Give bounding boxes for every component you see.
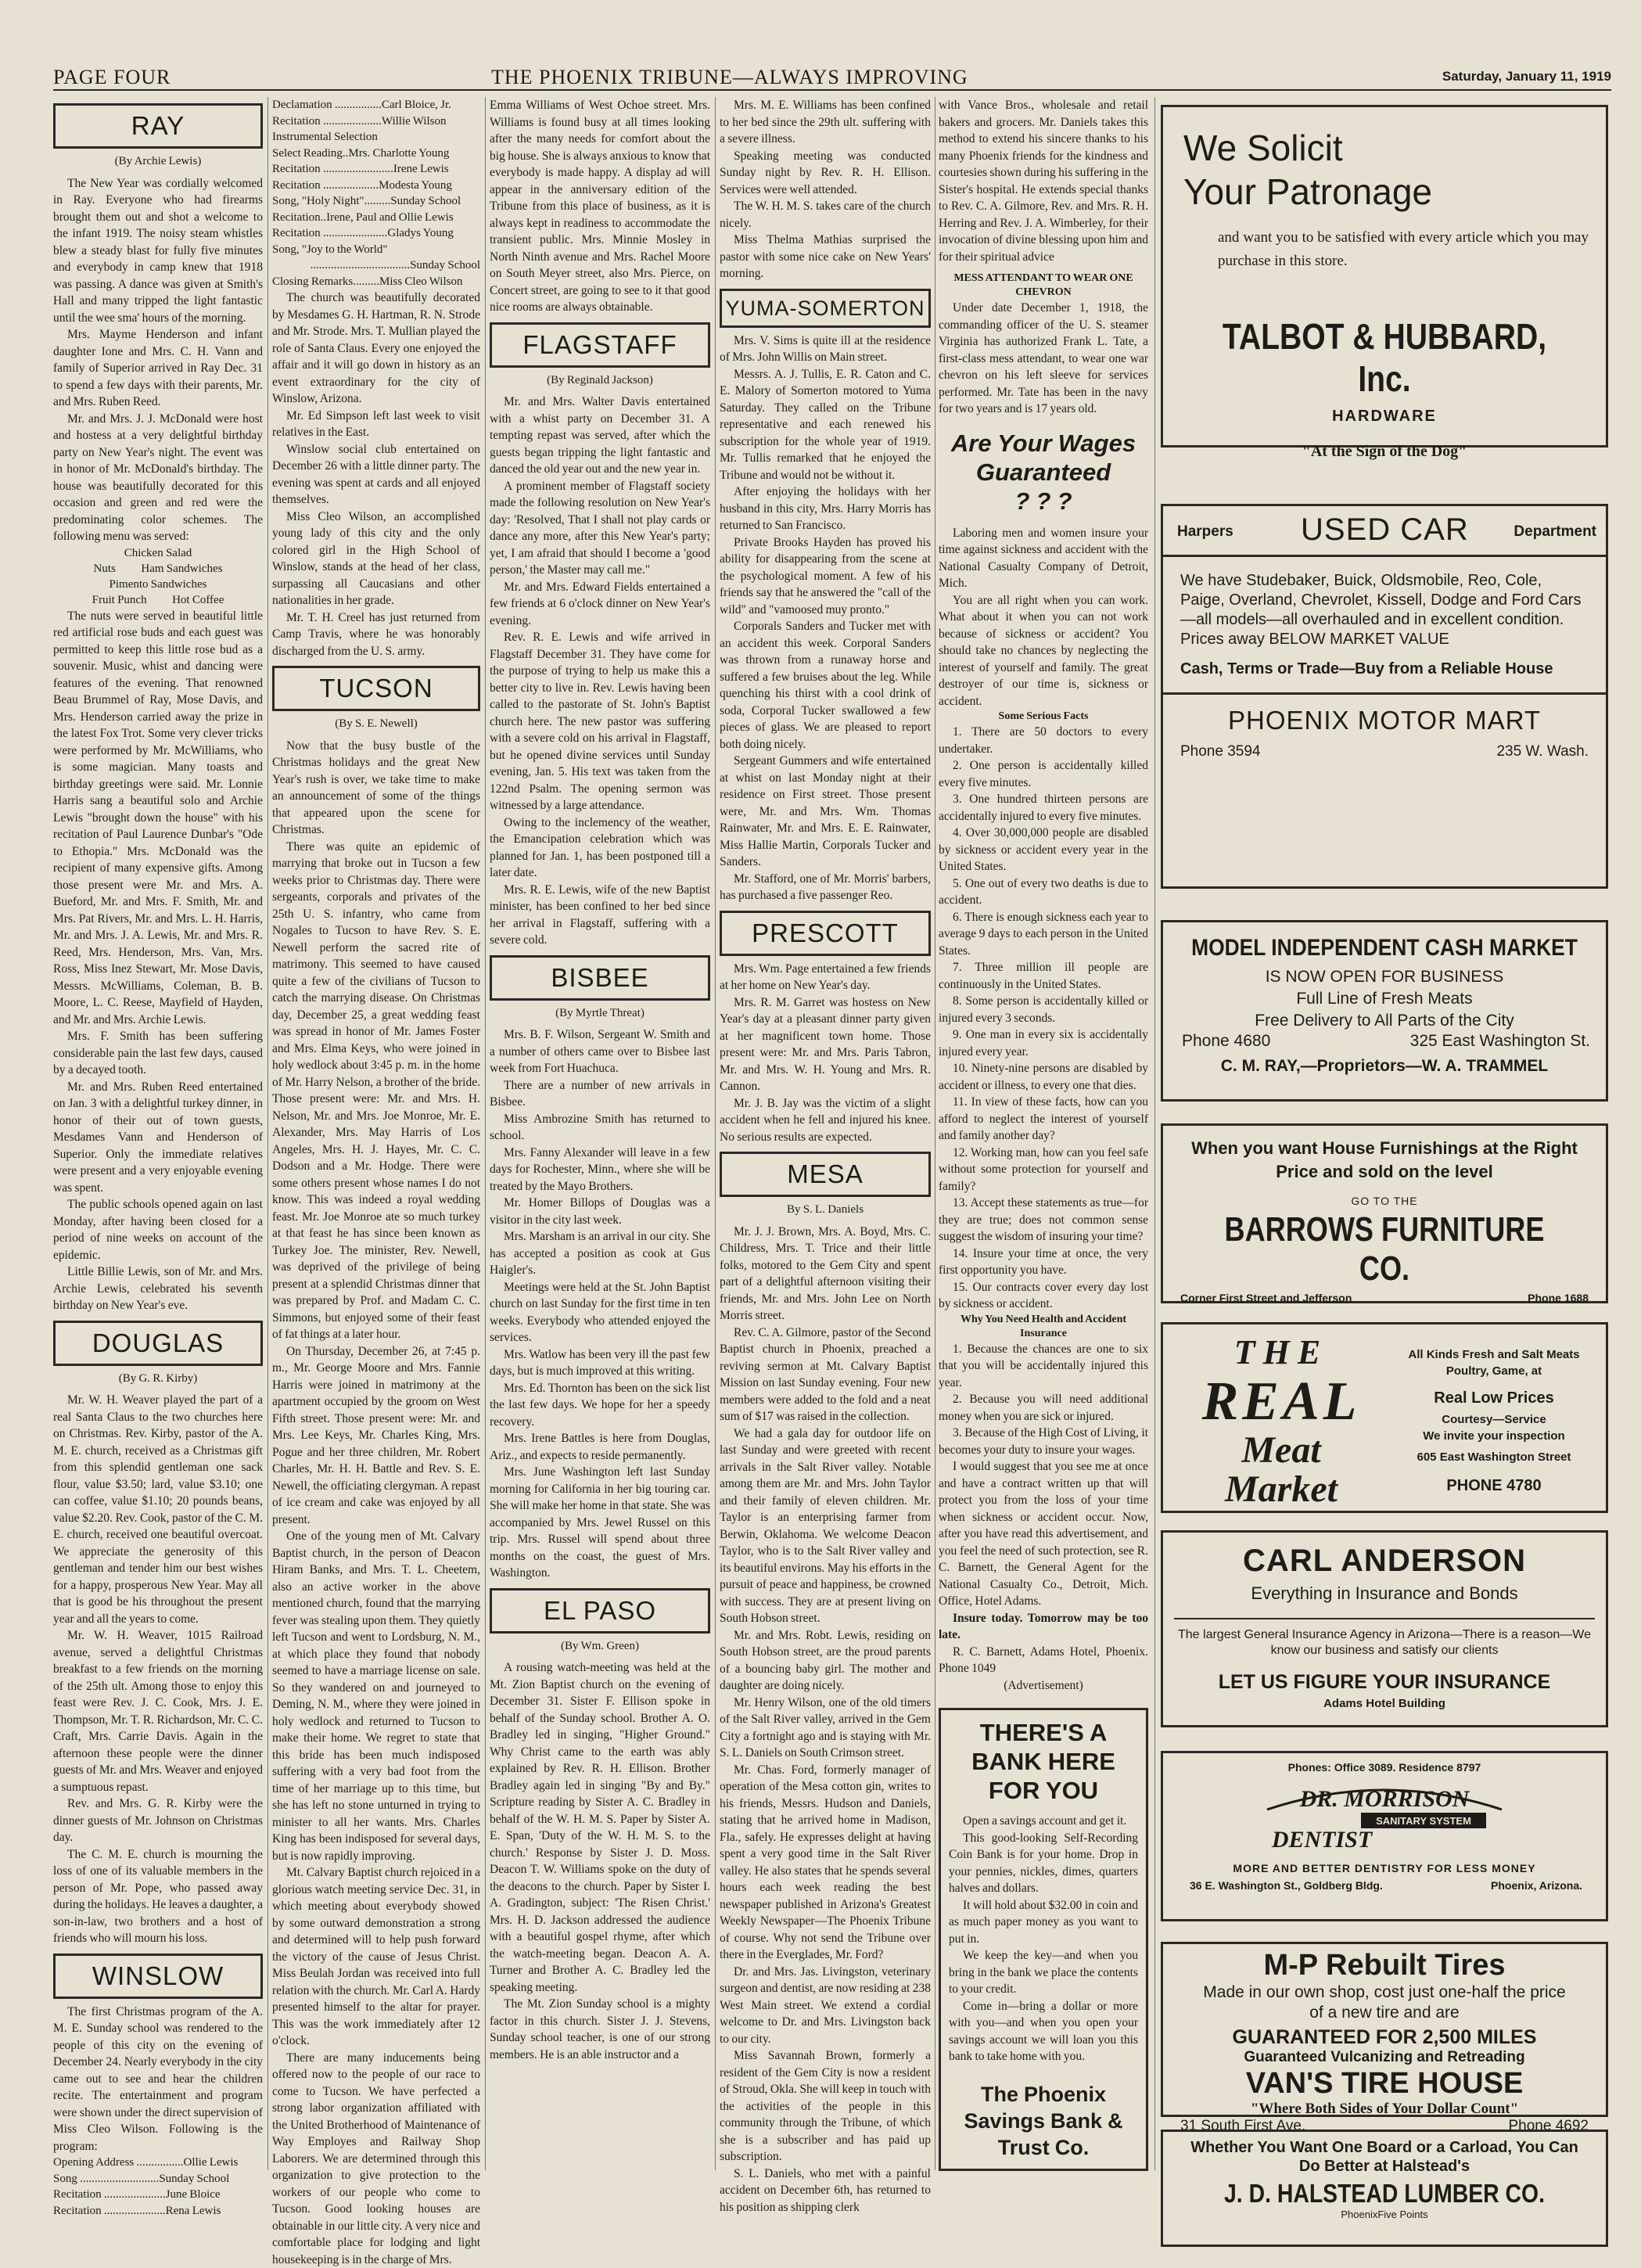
article-paragraph: Mrs. Fanny Alexander will leave in a few days for Rochester, Minn., where she will be treated by the Mayo Brothers. — [490, 1145, 710, 1195]
solicit-subtext: and want you to be satisfied with every article which you may purchase in this store. — [1218, 226, 1589, 273]
menu-item: Pimento Sandwiches — [53, 577, 263, 592]
carl-building: Adams Hotel Building — [1163, 1697, 1606, 1710]
article-paragraph: Under date December 1, 1918, the commanding officer of the U. S. steamer Virginia has authorized Frank L. Tate, a first-class mess attendant, to wear one war chevron on his left sleeve for services performed. Mr. Tate has been in the navy for two years and is 17 years old. — [939, 300, 1148, 418]
fact-item: 7. Three million ill people are continuously in the United States. — [939, 959, 1148, 993]
mp-vulcanizing: Guaranteed Vulcanizing and Retreading — [1163, 2049, 1606, 2066]
article-paragraph: There are a number of new arrivals in Bisbee. — [490, 1077, 710, 1111]
mp-title: M-P Rebuilt Tires — [1163, 1949, 1606, 1982]
article-paragraph: R. C. Barnett, Adams Hotel, Phoenix. Phone 1049 — [939, 1644, 1148, 1677]
program-item: Recitation .....................June Bloice — [53, 2187, 263, 2203]
used-car-title: USED CAR — [1301, 512, 1469, 548]
halstead-footer: PhoenixFive Points — [1163, 2209, 1606, 2220]
article-paragraph: Mrs. M. E. Williams has been confined to her bed since the 29th ult. suffering with a severe illness. — [720, 97, 931, 148]
used-car-body: We have Studebaker, Buick, Oldsmobile, Reo, Cole, Paige, Overland, Chevrolet, Kissell, Dodge and Ford Cars—all models—all overhauled and in excellent condition. Prices away BELOW MARKET VALUE — [1163, 557, 1606, 649]
program-list-continued — [272, 97, 480, 289]
article-paragraph: Miss Cleo Wilson, an accomplished young lady of this city and the only colored girl in the High School of Winslow, stands at the head of her class, surpassing all Caucasians and other nationalities in her grade. — [272, 509, 480, 609]
article-paragraph: Mrs. R. E. Lewis, wife of the new Baptist minister, has been confined to her bed since her arrival in Flagstaff, suffering with a severe cold. — [490, 882, 710, 949]
carl-name: CARL ANDERSON — [1163, 1544, 1606, 1579]
article-paragraph: Emma Williams of West Ochoe street. Mrs. Williams is found busy at all times looking after the many needs for comfort about the big house. She is always anxious to know that everybody is made happy. A display ad will appear in the anniversary edition of the Tribune from this place of business, as it is always kept in readiness to accommodate the transient public. Mrs. Minnie Mosley in North Ninth avenue and Mrs. Rachel Moore on South Meyer street, also Mrs. Pierce, on Concert street, are going to see to it that good nice rooms are always obtainable. — [490, 97, 710, 316]
halstead-name: J. D. HALSTEAD LUMBER CO. — [1194, 2179, 1575, 2209]
tucson-byline: (By S. E. Newell) — [272, 716, 480, 733]
article-paragraph: There are many inducements being offered now to the people of our race to come to Tucson. We have perfected a strong labor organization affiliated with the United Brotherhood of Maintenance of Way Employes and Railway Shop Laborers. We are determined through this organization to give protection to the workers of our people who come to Tucson. Good looking houses are obtainable in our little city. A very nice and comfortable place for lodging and light housekeeping is in the charge of Mrs. — [272, 2050, 480, 2268]
article-paragraph: Sergeant Gummers and wife entertained at whist on last Monday night at their residence on First street. Those present were, Mr. and Mrs. Wm. Thomas Rainwater, Mr. and Mrs. E. E. Rainwater, Miss Hallie Martin, Corporals Tucker and Sanders. — [720, 753, 931, 871]
barrows-line: Price and sold on the level — [1163, 1160, 1606, 1184]
talbot-tagline: "At the Sign of the Dog" — [1163, 443, 1606, 461]
used-car-terms: Cash, Terms or Trade—Buy from a Reliable House — [1163, 649, 1606, 678]
article-paragraph: Mrs. Marsham is an arrival in our city. She has accepted a position as cook at Gus Haigler's. — [490, 1228, 710, 1279]
article-paragraph: Rev. C. A. Gilmore, pastor of the Second Baptist church in Phoenix, preached a reviving sermon at Mt. Calvary Baptist Mission on last Sunday evening. Four new members were added to the fold and a neat sum of $17 was raised in the collection. — [720, 1324, 931, 1425]
used-car-header — [1163, 506, 1606, 557]
article-paragraph: Messrs. A. J. Tullis, E. R. Caton and C. E. Malory of Somerton motored to Yuma Saturday. They called on the Tribune representative and each renewed his subscription for the whole year of 1919. Mr. Tullis remarked that he enjoyed the Tribune and would not be without it. — [720, 366, 931, 484]
used-car-right: Department — [1514, 523, 1596, 541]
morrison-phones: Phones: Office 3089. Residence 8797 — [1163, 1761, 1606, 1774]
vans-address: 31 South First Ave. — [1180, 2118, 1305, 2135]
morrison-logo — [1251, 1778, 1517, 1853]
real-meat-phone: PHONE 4780 — [1384, 1478, 1604, 1494]
article-paragraph: Mrs. Ed. Thornton has been on the sick list the last few days. We hope for her a speedy recovery. — [490, 1380, 710, 1431]
model-market-phone: Phone 4680 — [1182, 1032, 1270, 1051]
barrows-goto: GO TO THE — [1163, 1195, 1606, 1207]
masthead — [53, 63, 1611, 91]
real-meat-line: All Kinds Fresh and Salt Meats — [1384, 1346, 1604, 1363]
wages-heading-line: Are Your Wages — [939, 429, 1148, 458]
program-item: Recitation ......................Gladys Young — [272, 225, 480, 242]
mp-tires-ad — [1161, 1942, 1608, 2117]
article-paragraph: Mrs. B. F. Wilson, Sergeant W. Smith and a number of others came over to Bisbee last week from Fort Huachuca. — [490, 1026, 710, 1077]
morrison-logo-dentist: DENTIST — [1271, 1827, 1373, 1853]
model-market-contact — [1163, 1032, 1606, 1055]
column-rule — [715, 97, 716, 2170]
article-paragraph: Mr. J. B. Jay was the victim of a slight accident when he fell and injured his knee. No serious results are expected. — [720, 1095, 931, 1146]
talbot-type: HARDWARE — [1163, 408, 1606, 426]
douglas-heading: DOUGLAS — [53, 1321, 263, 1366]
barrows-corner: Corner First Street and Jefferson — [1180, 1292, 1352, 1304]
article-paragraph: Mrs. Wm. Page entertained a few friends at her home on New Year's day. — [720, 961, 931, 994]
article-paragraph: The Mt. Zion Sunday school is a mighty factor in this church. Sister J. J. Stevens, Sunday school teacher, is one of our strong members. He is an able instructor and a — [490, 1996, 710, 2063]
article-paragraph: A prominent member of Flagstaff society made the following resolution on New Year's day: 'Resolved, That I shall not play cards or dance any more, after this New Year's party; yet, I am afraid that should I become a 'good person,' the Master may call me." — [490, 478, 710, 579]
yuma-heading: YUMA-SOMERTON — [720, 289, 931, 328]
article-paragraph: Mr. Ed Simpson left last week to visit relatives in the East. — [272, 408, 480, 441]
program-item: Recitation ....................Willie Wilson — [272, 113, 480, 130]
article-paragraph: Mrs. June Washington left last Sunday morning for California in her big touring car. She will make her home in that state. She was accompanied by Mrs. Jewel Russel on this trip. Mrs. Russel will spend about three months on the coast, the guest of Mrs. Washington. — [490, 1464, 710, 1582]
ray-byline: (By Archie Lewis) — [53, 153, 263, 171]
real-meat-meat: Meat — [1176, 1431, 1387, 1470]
mp-guarantee: GUARANTEED FOR 2,500 MILES — [1163, 2026, 1606, 2049]
model-market-address: 325 East Washington St. — [1410, 1032, 1590, 1051]
mesa-byline: By S. L. Daniels — [720, 1202, 931, 1219]
real-meat-the: THE — [1176, 1332, 1387, 1373]
column-rule — [485, 97, 486, 2170]
article-paragraph: There was quite an epidemic of marrying that broke out in Tucson a few weeks prior to Christmas day. There were sergeants, corporals and privates of the 25th U. S. infantry, who came from Nogales to Tucson to have Rev. S. E. Newell perform the sacred rite of matrimony. This seemed to have caused quite a few of the civilians of Tucson to catch the marrying disease. On Christmas day, December 25, a great wedding feast was spread in honor of Mr. James Foster and Mrs. Elma Keys, who were joined in holy wedlock about 3:45 p. m. in the home of Mr. Harry Nelson, a brother of the bride. Those present were: Mr. and Mrs. H. Nelson, Mr. and Mrs. Joe Monroe, Mr. E. Alexander, Mrs. May Harris of Los Angeles, Mrs. H. J. Hayes, Mr. C. C. Dodson and a Mr. Hodge. There were some others present whose names I do not know. This was indeed a royal wedding feast. Mr. Joe Monroe ate so much turkey at that feast he has since been known as Turkey Joe. The minister, Rev. Newell, was deprived of the privilege of being present at a splendid Christmas dinner that was prepared by Prof. and Madam C. C. Simmons, but enjoyed some of their feast of fat things at a later hour. — [272, 839, 480, 1343]
article-paragraph: Mr. Henry Wilson, one of the old timers of the Salt River valley, arrived in the Gem City a fortnight ago and is staying with Mr. S. L. Daniels on South Crimson street. — [720, 1695, 931, 1762]
motor-mart-address: 235 W. Wash. — [1496, 743, 1589, 760]
used-car-ad — [1161, 504, 1608, 889]
program-item: Recitation..Irene, Paul and Ollie Lewis — [272, 210, 480, 226]
used-car-left: Harpers — [1177, 523, 1233, 541]
fact-item: 12. Working man, how can you feel safe without some protection for yourself and family? — [939, 1145, 1148, 1195]
column-4 — [720, 97, 931, 2170]
why-item: 2. Because you will need additional money when you are sick or injured. — [939, 1391, 1148, 1425]
fact-item: 15. Our contracts cover every day lost by sickness or accident. — [939, 1279, 1148, 1313]
real-meat-logo — [1176, 1332, 1387, 1509]
article-paragraph: Mr. W. H. Weaver played the part of a real Santa Claus to the two churches here on Christmas. Rev. Kirby, pastor of the A. M. E. church, received as a Christmas gift from this splendid gentleman one sack flour, value $3.50; lard, value $3.10; one can coffee, value $1.10; 20 pounds beans, value $2.20. Rev. Cook, pastor of the C. M. E. church, received one beautiful overcoat. We appreciate the generosity of this gentleman and tender him our best wishes for a happy, prosperous New Year. May all that is good be his throughout the present year and all the years to come. — [53, 1392, 263, 1627]
elpaso-byline: (By Wm. Green) — [490, 1638, 710, 1655]
article-paragraph: Mrs. Mayme Henderson and infant daughter Ione and Mrs. C. H. Vann and family of Superior arrived in Ray Dec. 31 to spend a few days with their parents, Mr. and Mrs. Ruben Reed. — [53, 326, 263, 411]
article-paragraph: You are all right when you can work. What about it when you can not work because of sickness or accident? You should take no chances by neglecting the interest of yourself and family. The great destroyer of our time is, sickness or accident. — [939, 592, 1148, 710]
article-paragraph: Mr. J. J. Brown, Mrs. A. Boyd, Mrs. C. Childress, Mrs. T. Trice and their little folks, motored to the Gem City and spent part of a delightful afternoon visiting their friends, Mr. and Mrs. John Lee on North Morris street. — [720, 1224, 931, 1324]
article-paragraph: This good-looking Self-Recording Coin Bank is for your home. Drop in your pennies, nickles, dimes, quarters halves and dollars. — [949, 1830, 1138, 1897]
real-meat-address: 605 East Washington Street — [1384, 1449, 1604, 1465]
program-item: Instrumental Selection — [272, 129, 480, 146]
barrows-ad — [1161, 1123, 1608, 1303]
article-paragraph: Mrs. V. Sims is quite ill at the residence of Mrs. John Willis on Main street. — [720, 332, 931, 366]
barrows-phone: Phone 1688 — [1528, 1292, 1589, 1304]
article-paragraph: S. L. Daniels, who met with a painful accident on December 6th, has returned to his position as shipping clerk — [720, 2166, 931, 2216]
fact-item: 6. There is enough sickness each year to average 9 days to each person in the United States. — [939, 909, 1148, 960]
ads-column — [1161, 97, 1613, 2170]
bank-ad — [939, 1708, 1148, 2171]
bank-name: The Phoenix Savings Bank & Trust Co. — [949, 2081, 1138, 2161]
article-paragraph: Mr. Stafford, one of Mr. Morris' barbers, has purchased a five passenger Reo. — [720, 871, 931, 904]
article-paragraph: Winslow social club entertained on December 26 with a little dinner party. The evening was spent at cards and all enjoyed themselves. — [272, 441, 480, 509]
mess-heading: MESS ATTENDANT TO WEAR ONE CHEVRON — [939, 271, 1148, 300]
fact-item: 9. One man in every six is accidentally injured every year. — [939, 1026, 1148, 1060]
article-paragraph: Open a savings account and get it. — [949, 1813, 1138, 1830]
solicit-line: Your Patronage — [1183, 170, 1606, 214]
article-paragraph: The church was beautifully decorated by Mesdames G. H. Hartman, R. N. Strode and Mr. Strode. Mrs. T. Mullian played the role of Santa Claus. Every one enjoyed the affair and it will go down in history as an event extraordinary for the city of Winslow, Arizona. — [272, 289, 480, 408]
model-market-line: Free Delivery to All Parts of the City — [1163, 1010, 1606, 1032]
article-paragraph: The public schools opened again on last Monday, after having been closed for a period of nine weeks on account of the epidemic. — [53, 1196, 263, 1263]
model-market-title: MODEL INDEPENDENT CASH MARKET — [1190, 935, 1579, 961]
facts-heading: Some Serious Facts — [939, 710, 1148, 724]
program-item: Song, "Holy Night".........Sunday School — [272, 193, 480, 210]
real-meat-line: Courtesy—Service — [1384, 1411, 1604, 1428]
fact-item: 10. Ninety-nine persons are disabled by accident or illness, to every one that dies. — [939, 1060, 1148, 1094]
morrison-dentist-ad — [1161, 1751, 1608, 1921]
halstead-line: Whether You Want One Board or a Carload, You Can — [1163, 2138, 1606, 2157]
article-paragraph: I would suggest that you see me at once and have a contract written up that will protect you from the loss of your time when sickness or accident occur. Now, after you have read this advertisement, and you feel the need of such protection, see R. C. Barnett, the General Agent for the National Casualty Co., Detroit, Mich. Office, Hotel Adams. — [939, 1458, 1148, 1610]
douglas-byline: (By G. R. Kirby) — [53, 1371, 263, 1388]
article-paragraph: Insure today. Tomorrow may be too late. — [939, 1610, 1148, 1644]
fact-item: 5. One out of every two deaths is due to accident. — [939, 875, 1148, 909]
article-paragraph: Mrs. F. Smith has been suffering considerable pain the last few days, caused by a decayed tooth. — [53, 1028, 263, 1079]
menu-list — [53, 545, 263, 608]
article-paragraph: Owing to the inclemency of the weather, the Emancipation celebration which was planned for Jan. 1, has been postponed till a later date. — [490, 814, 710, 882]
real-meat-line: Poultry, Game, at — [1384, 1363, 1604, 1379]
solicit-line: We Solicit — [1183, 126, 1606, 170]
carl-figure: LET US FIGURE YOUR INSURANCE — [1163, 1671, 1606, 1694]
column-3 — [490, 97, 710, 2170]
article-paragraph: Mr. and Mrs. Walter Davis entertained with a whist party on December 31. A tempting repast was served, after which the guests began tripping the light fantastic and danced the old year out and the new year in. — [490, 394, 710, 478]
real-meat-line: We invite your inspection — [1384, 1428, 1604, 1444]
halstead-line: Do Better at Halstead's — [1163, 2157, 1606, 2176]
article-paragraph: Miss Thelma Mathias surprised the pastor with some nice cake on New Years' morning. — [720, 232, 931, 282]
article-paragraph: The first Christmas program of the A. M. E. Sunday school was rendered to the people of this city on the evening of December 24. Nearly everybody in the city came out to see and hear the children recite. The entertainment and program were shown under the direct supervision of Miss Cleo Wilson. Following is the program: — [53, 2004, 263, 2155]
article-paragraph: Laboring men and women insure your time against sickness and accident with the National Casualty Company of Detroit, Mich. — [939, 525, 1148, 592]
real-meat-real: REAL — [1176, 1373, 1387, 1431]
wages-heading-line: ? ? ? — [939, 487, 1148, 516]
advertisement-label: (Advertisement) — [939, 1677, 1148, 1695]
mp-line: Made in our own shop, cost just one-half the price — [1163, 1982, 1606, 2003]
article-paragraph: Mr. and Mrs. Edward Fields entertained a few friends at 6 o'clock dinner on New Year's evening. — [490, 579, 710, 630]
program-item: Opening Address ................Ollie Lewis — [53, 2155, 263, 2171]
article-paragraph: Meetings were held at the St. John Baptist church on last Sunday for the first time in ten weeks. Everybody who attended enjoyed the services. — [490, 1279, 710, 1346]
fact-item: 14. Insure your time at once, the very first opportunity you have. — [939, 1245, 1148, 1279]
fact-item: 2. One person is accidentally killed every five minutes. — [939, 757, 1148, 791]
real-meat-ad — [1161, 1322, 1608, 1513]
program-item: Declamation ................Carl Bloice, Jr. — [272, 97, 480, 113]
article-paragraph: Mrs. Irene Battles is here from Douglas, Ariz., and expects to reside permanently. — [490, 1430, 710, 1464]
why-item: 1. Because the chances are one to six that you will be accidentally injured this year. — [939, 1341, 1148, 1392]
bisbee-byline: (By Myrtle Threat) — [490, 1005, 710, 1023]
why-item: 3. Because of the High Cost of Living, it becomes your duty to insure your wages. — [939, 1425, 1148, 1458]
model-market-line: IS NOW OPEN FOR BUSINESS — [1163, 966, 1606, 988]
article-paragraph: Speaking meeting was conducted Sunday night by Rev. R. H. Ellison. Services were well attended. — [720, 148, 931, 199]
article-paragraph: The C. M. E. church is mourning the loss of one of its valuable members in the person of Mr. Pope, who passed away during the holidays. He leaves a daughter, a son-in-law, two brothers and a host of friends who will mourn his loss. — [53, 1846, 263, 1947]
talbot-hubbard-ad — [1161, 105, 1608, 447]
paper-title: THE PHOENIX TRIBUNE—ALWAYS IMPROVING — [491, 66, 968, 89]
program-item: Closing Remarks.........Miss Cleo Wilson — [272, 274, 480, 290]
program-item: ..................................Sunday School — [272, 257, 480, 274]
talbot-name: TALBOT & HUBBARD, Inc. — [1196, 315, 1572, 400]
article-paragraph: Mr. and Mrs. J. J. McDonald were host and hostess at a very delightful birthday party on New Year's night. The event was in honor of Mr. McDonald's birthday. The house was beautifully decorated for this occasion and green and red were the predominating color schemes. The following menu was served: — [53, 411, 263, 545]
halstead-ad — [1161, 2130, 1608, 2247]
carl-tagline: Everything in Insurance and Bonds — [1163, 1583, 1606, 1604]
motor-mart — [1163, 692, 1606, 770]
fact-item: 8. Some person is accidentally killed or injured every 3 seconds. — [939, 993, 1148, 1026]
article-paragraph: Rev. R. E. Lewis and wife arrived in Flagstaff December 31. They have come for the purpose of trying to help us make this a better city to live in. Rev. Lewis having been called to the pastorate of St. John's Baptist church here. The new pastor was suffering with a severe cold on his arrival in Flagstaff, but he opened divine services until Sunday evening, Jan. 5. His text was taken from the 122nd Psalm. The opening sermon was witnessed by a large attendance. — [490, 629, 710, 814]
barrows-line: When you want House Furnishings at the Right — [1163, 1137, 1606, 1160]
barrows-footer — [1163, 1292, 1606, 1310]
program-item: Song, "Joy to the World" — [272, 242, 480, 258]
issue-date: Saturday, January 11, 1919 — [1442, 69, 1611, 84]
article-paragraph: Mr. W. H. Weaver, 1015 Railroad avenue, served a delightful Christmas breakfast to a few friends on the morning of the 25th ult. Among those to enjoy this feast were Rev. J. C. Cook, Mrs. J. E. Thompson, Mr. T. R. Richardson, Mr. C. C. Craft, Mrs. Carrie Davis. Again in the afternoon these people were the dinner guests of Mr. and Mrs. Weaver and enjoyed a sumptuous repast. — [53, 1627, 263, 1795]
barrows-name: BARROWS FURNITURE CO. — [1203, 1210, 1566, 1289]
morrison-slogan: MORE AND BETTER DENTISTRY FOR LESS MONEY — [1163, 1862, 1606, 1874]
bank-title: THERE'S A BANK HERE FOR YOU — [949, 1718, 1138, 1805]
article-paragraph: Rev. and Mrs. G. R. Kirby were the dinner guests of Mr. Johnson on Christmas day. — [53, 1795, 263, 1846]
motor-mart-phone: Phone 3594 — [1180, 743, 1261, 760]
article-paragraph: Miss Ambrozine Smith has returned to school. — [490, 1111, 710, 1145]
article-paragraph: One of the young men of Mt. Calvary Baptist church, in the person of Deacon Hiram Banks, and Mrs. T. L. Cheetem, also an active worker in the above mentioned church, found that the marrying fever was stealing upon them. They quietly left Tucson and went to Lordsburg, N. M., at which place they found that nobody seemed to have a marriage license on sale. So they wandered on and journeyed to Deming, N. M., where they were joined in holy wedlock and returned to Tucson to make their home. We regret to state that this bride has been much indisposed suffering with a very bad foot from the time of her marriage up to this time, but she has left no stone unturned in trying to minister to all her wants. Mrs. Charles King has been indisposed for several days, but is now rapidly improving. — [272, 1528, 480, 1864]
article-paragraph: Corporals Sanders and Tucker met with an accident this week. Corporal Sanders was thrown from a runaway horse and suffered a few bruises about the leg. While quenching his thirst with a cool drink of soda, Corporal Tucker swallowed a few pieces of glass. We are pleased to report both doing nicely. — [720, 618, 931, 753]
mesa-heading: MESA — [720, 1152, 931, 1197]
article-paragraph: Mrs. R. M. Garret was hostess on New Year's day at a pleasant dinner party given at her magnificent town home. Those present were: Mr. and Mrs. Paris Tabron, Mr. and Mrs. W. H. Young and Mrs. R. Cannon. — [720, 994, 931, 1095]
morrison-footer — [1163, 1879, 1606, 1896]
prescott-heading: PRESCOTT — [720, 911, 931, 956]
carl-anderson-ad — [1161, 1530, 1608, 1727]
program-item: Recitation .....................Rena Lewis — [53, 2203, 263, 2219]
article-paragraph: It will hold about $32.00 in coin and as much paper money as you want to put in. — [949, 1897, 1138, 1948]
fact-item: 4. Over 30,000,000 people are disabled by sickness or accident every year in the United States. — [939, 825, 1148, 875]
column-2 — [272, 97, 480, 2170]
model-market-proprietors: C. M. RAY,—Proprietors—W. A. TRAMMEL — [1163, 1057, 1606, 1076]
wages-heading-line: Guaranteed — [939, 458, 1148, 487]
morrison-logo-name: DR. MORRISON — [1299, 1786, 1470, 1812]
model-market-ad — [1161, 920, 1608, 1102]
fact-item: 13. Accept these statements as true—for they are true; does not common sense suggest the wisdom of insuring your time? — [939, 1195, 1148, 1245]
article-paragraph: A rousing watch-meeting was held at the Mt. Zion Baptist church on the evening of December 31. Sister F. Ellison spoke in behalf of the Sunday school. Brother A. O. Bradley led in singing, "Higher Ground." Why Christ came to the earth was ably explained by Rev. R. H. Ellison. Brother Bradley again led in singing "By and By." Scripture reading by Sister A. C. Bradley in behalf of the W. H. M. S. Paper by Sister A. E. Span, 'Duty of the W. H. M. S. to the church.' Response by Sister J. D. Moss. Deacon T. W. Williams spoke on the duty of the deacons to the church. Paper by Sister I. A. Gradington, subject: 'The Risen Christ.' Mrs. H. D. Jackson addressed the audience with a beautiful gospel rhyme, after which the watch-meeting began. Deacon A. A. Turner and Brother A. C. Bradley led the speaking meeting. — [490, 1659, 710, 1996]
menu-item: Nuts Ham Sandwiches — [53, 561, 263, 577]
article-paragraph: Mrs. Watlow has been very ill the past few days, but is much improved at this writing. — [490, 1346, 710, 1380]
ray-heading: RAY — [53, 103, 263, 149]
article-paragraph: Now that the busy bustle of the Christmas holidays and the great New Year's rush is over, we take time to make an announcement of some of the things that appeared upon the scene for Christmas. — [272, 738, 480, 839]
article-paragraph: Little Billie Lewis, son of Mr. and Mrs. Archie Lewis, celebrated his seventh birthday on New Year's eve. — [53, 1263, 263, 1314]
article-paragraph: Come in—bring a dollar or more with you—and when you open your savings account we will loan you this bank to take home with you. — [949, 1998, 1138, 2065]
mp-line: of a new tire and are — [1163, 2003, 1606, 2023]
flagstaff-byline: (By Reginald Jackson) — [490, 372, 710, 390]
article-paragraph: The New Year was cordially welcomed in Ray. Everyone who had firearms brought them out and shot a welcome to the infant 1919. The noisy steam whistles blew a steady blast for fully five minutes and everybody in camp knew that 1918 was passing. A dance was given at Smith's Hall and many tripped the light fantastic until the wee sma' hours of the morning. — [53, 175, 263, 327]
menu-item: Chicken Salad — [53, 545, 263, 561]
real-meat-details — [1384, 1346, 1604, 1494]
article-paragraph: The nuts were served in beautiful little red artificial rose buds and each guest was permitted to keep this little rose bud as a souvenir. Music, whist and dancing were features of the evening. That renowned Beau Brummel of Ray, Mose Davis, and Mrs. Henderson carried away the prize in the latest Fox Trot. Some very clever tricks were performed by Mr. McWilliams, who is some magician. Many toasts and birthday greetings were said. Mr. Lonnie Harris sang a beautiful solo and Archie Lewis "brought down the house" with his recitation of Paul Laurence Dunbar's "Ode to Ethopia." Mrs. McDonald was the recipient of many expensive gifts. Among those present were Mr. and Mrs. A. Bueford, Mr. and Mrs. F. Smith, Mr. and Mrs. Pat Rivers, Mr. and Mrs. L. H. Harris, Mr. and Mrs. J. A. Lewis, Mr. and Mrs. R. Reed, Mrs. Henderson, Mrs. Van, Mrs. Ross, Miss Inez Stewart, Mr. Mose Davis, Messrs. McWilliams, Coleman, B. B. Moore, L. C. Reese, Mayfield of Hayden, and Mr. and Mrs. Archie Lewis. — [53, 608, 263, 1029]
article-paragraph: Mt. Calvary Baptist church rejoiced in a glorious watch meeting service Dec. 31, in which meeting about everybody showed by some outward demonstration a strong and determined will to help push forward the victory of the cause of Jesus Christ. Miss Beulah Jordan was received into full relation with the church. Mr. Carl A. Hardy presented himself to the altar for prayer. This was the work immediately after 12 o'clock. — [272, 1864, 480, 2050]
program-item: Song ...........................Sunday School — [53, 2171, 263, 2187]
article-paragraph: Mr. T. H. Creel has just returned from Camp Travis, where he was honorably discharged from the U. S. army. — [272, 609, 480, 660]
article-paragraph: Mr. Homer Billops of Douglas was a visitor in the city last week. — [490, 1195, 710, 1228]
carl-description: The largest General Insurance Agency in Arizona—There is a reason—We know our business and satisfy our clients — [1174, 1618, 1595, 1659]
column-5 — [939, 97, 1148, 2170]
program-item: Select Reading..Mrs. Charlotte Young — [272, 146, 480, 162]
article-paragraph: Mr. Chas. Ford, formerly manager of operation of the Mesa cotton gin, writes to his friends, Messrs. Hudson and Daniels, stating that he arrived home in Madison, Fla., safely. He expresses delight at having spent a very good time in the Salt River valley. He also states that he spends several hours each week reading the best newspaper published in Arizona's Greatest Weekly Newspaper—The Phoenix Tribune of course. Why not send the Tribune over there in the Everglades, Mr. Ford? — [720, 1762, 931, 1964]
vans-tire-house: VAN'S TIRE HOUSE — [1163, 2066, 1606, 2101]
menu-item: Fruit Punch Hot Coffee — [53, 592, 263, 608]
article-paragraph: Mr. and Mrs. Ruben Reed entertained on Jan. 3 with a delightful turkey dinner, in honor of their out of town guests, Mesdames Vann and Henderson of Superior. Only the immediate relatives were present and a very enjoyable evening was spent. — [53, 1079, 263, 1197]
bisbee-heading: BISBEE — [490, 955, 710, 1001]
article-paragraph: We keep the key—and when you bring in the bank we place the contents to your credit. — [949, 1947, 1138, 1998]
fact-item: 3. One hundred thirteen persons are accidentally injured to every five minutes. — [939, 791, 1148, 825]
morrison-address: 36 E. Washington St., Goldberg Bldg. — [1190, 1879, 1383, 1892]
page-number: PAGE FOUR — [53, 66, 171, 89]
program-list — [53, 2155, 263, 2219]
article-paragraph: After enjoying the holidays with her husband in this city, Mrs. Harry Morris has returned to San Francisco. — [720, 483, 931, 534]
real-meat-prices: Real Low Prices — [1384, 1390, 1604, 1407]
article-paragraph: Dr. and Mrs. Jas. Livingston, veterinary surgeon and dentist, are now residing at 238 West Main street. We extend a cordial welcome to Dr. and Mrs. Livingston back to our city. — [720, 1964, 931, 2048]
why-heading: Why You Need Health and Accident Insurance — [939, 1313, 1148, 1341]
wages-heading — [939, 429, 1148, 516]
motor-mart-name: PHOENIX MOTOR MART — [1163, 695, 1606, 735]
flagstaff-heading: FLAGSTAFF — [490, 322, 710, 368]
elpaso-heading: EL PASO — [490, 1588, 710, 1634]
program-item: Recitation ...................Modesta Young — [272, 178, 480, 194]
solicit-headline — [1183, 126, 1606, 214]
vans-phone: Phone 4692 — [1509, 2118, 1589, 2135]
article-paragraph: We had a gala day for outdoor life on last Sunday and were greeted with recent arrivals in the Salt River valley. Notable among them are Mr. and Mrs. John Taylor and their family of eleven children. Mr. Taylor is an enterprising farmer from Berwin, Oklahoma. We welcome Deacon Taylor, who is to the Salt River valley and its beautiful environs. May his efforts in the pursuit of peace and happiness, be crowned with success. They are at present living on South Hobson street. — [720, 1425, 931, 1627]
article-paragraph: On Thursday, December 26, at 7:45 p. m., Mr. George Moore and Mrs. Fannie Harris were joined in matrimony at the apartment occupied by the groom on West Fifth street. Those present were: Mr. and Mrs. Lee Keys, Mr. Charles King, Mrs. Pogue and her three children, Mr. Robert Charles, Mr. H. H. Battle and Rev. S. E. Newell, the officiating clergyman. A repast of ice cream and cake was enjoyed by all present. — [272, 1343, 480, 1529]
program-item: Recitation ........................Irene Lewis — [272, 161, 480, 178]
morrison-logo-system: SANITARY SYSTEM — [1376, 1815, 1471, 1827]
column-1 — [53, 97, 263, 2170]
fact-item: 11. In view of these facts, how can you afford to neglect the interest of yourself and family another day? — [939, 1094, 1148, 1145]
article-paragraph: with Vance Bros., wholesale and retail bakers and grocers. Mr. Daniels takes this method to extend his sincere thanks to his many Phoenix friends for the kindness and courtesies shown during his suffering in the Sister's hospital. He extends special thanks to Rev. C. A. Gilmore, Rev. and Mrs. R. H. Herring and Rev. J. A. Wimberley, for their invocation of divine blessing upon him and for their spiritual advice — [939, 97, 1148, 265]
column-rule — [1154, 97, 1155, 2170]
real-meat-market: Market — [1176, 1470, 1387, 1509]
article-paragraph: The W. H. M. S. takes care of the church nicely. — [720, 198, 931, 232]
vans-quote: "Where Both Sides of Your Dollar Count" — [1163, 2101, 1606, 2118]
article-paragraph: Miss Savannah Brown, formerly a resident of the Gem City is now a resident of Stroud, Okla. She will keep in touch with the activities of the people in this community through the Tribune, of which she is a subscriber and has paid up subscription. — [720, 2047, 931, 2166]
fact-item: 1. There are 50 doctors to every undertaker. — [939, 724, 1148, 757]
article-paragraph: Private Brooks Hayden has proved his ability for disappearing from the scene at the psychological moment. A few of his friends say that he answered the "call of the wild" and "vamoosed muy pronto." — [720, 534, 931, 619]
morrison-city: Phoenix, Arizona. — [1491, 1879, 1582, 1892]
article-paragraph: Mr. and Mrs. Robt. Lewis, residing on South Hobson street, are the proud parents of a bouncing baby girl. The mother and daughter are doing nicely. — [720, 1627, 931, 1695]
winslow-heading: WINSLOW — [53, 1953, 263, 1999]
model-market-line: Full Line of Fresh Meats — [1163, 988, 1606, 1010]
tucson-heading: TUCSON — [272, 666, 480, 711]
